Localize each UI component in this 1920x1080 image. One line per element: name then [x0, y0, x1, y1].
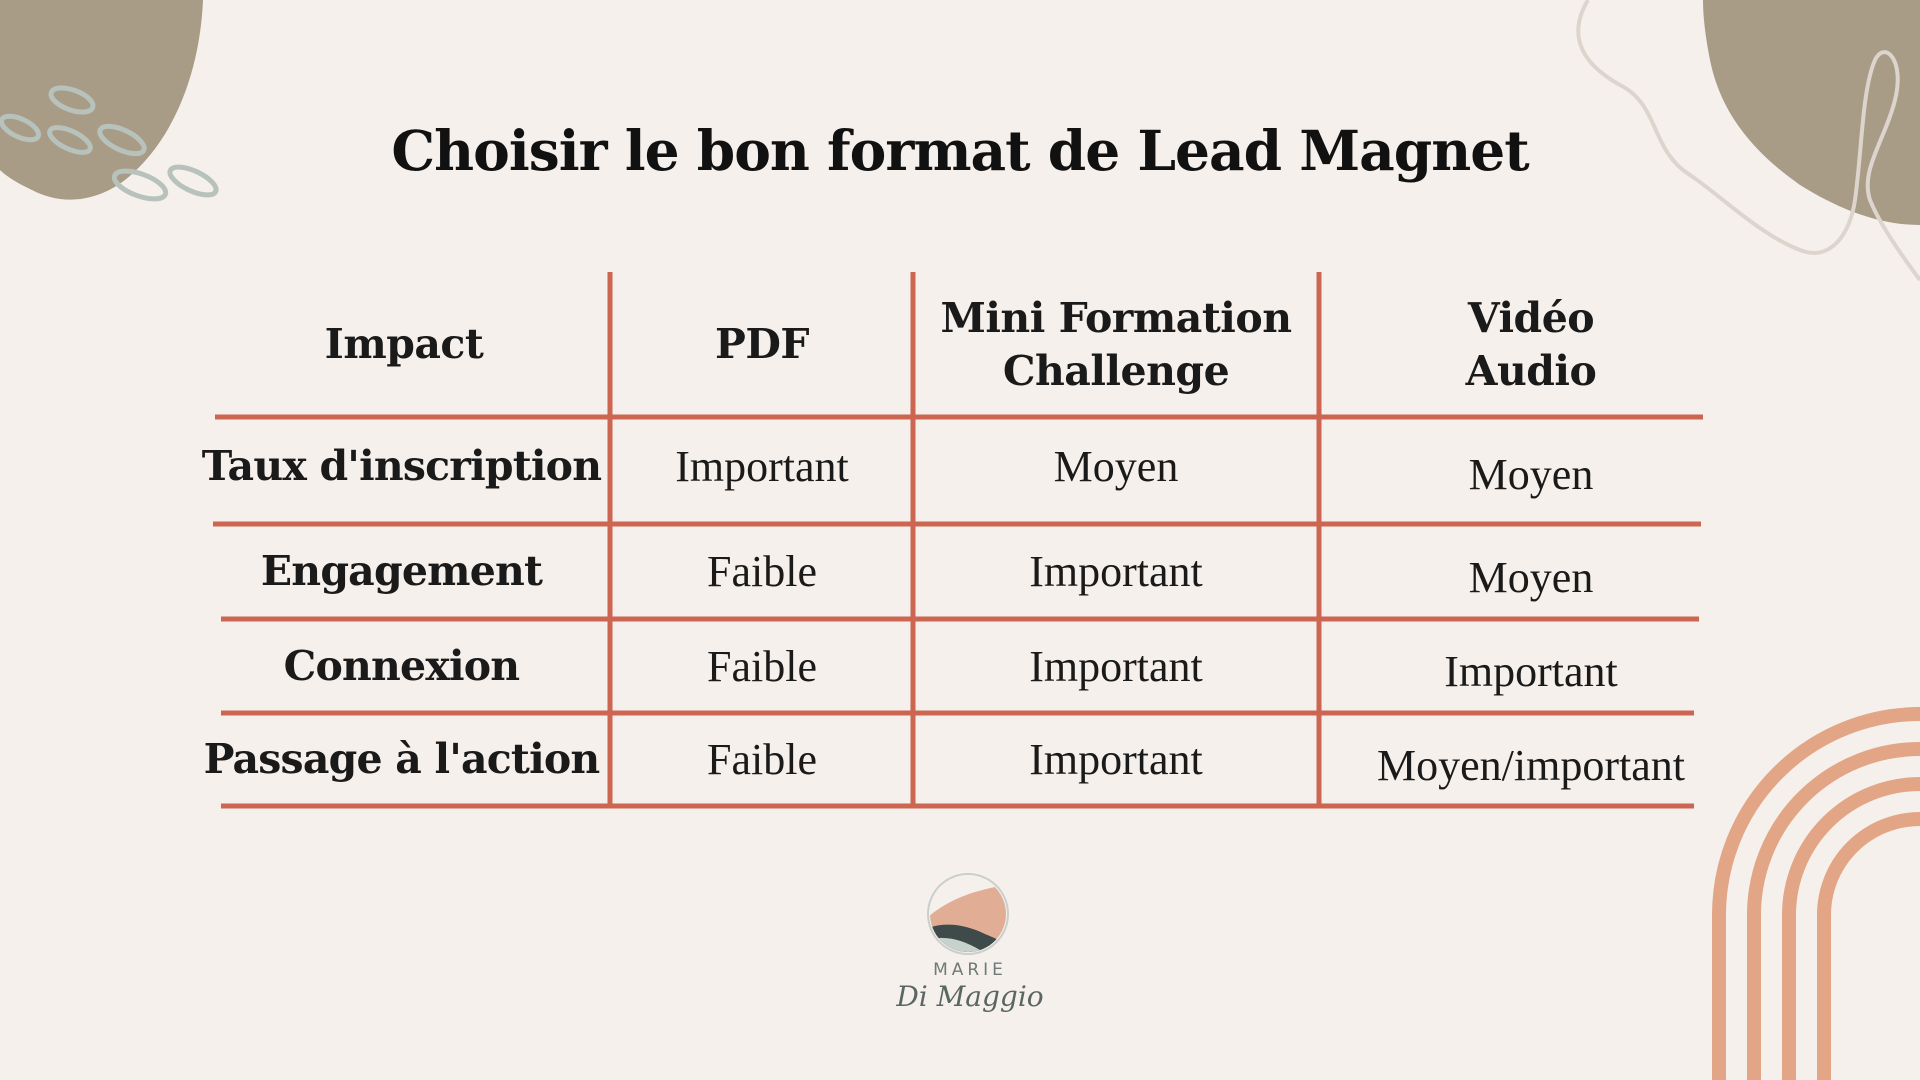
header-video-audio: Vidéo Audio: [1465, 293, 1597, 395]
cell-pdf-engagement: Faible: [707, 547, 817, 597]
page-title: Choisir le bon format de Lead Magnet: [391, 118, 1529, 183]
cell-video-engagement: Moyen: [1468, 553, 1594, 603]
header-mini-formation: Mini Formation Challenge: [940, 293, 1292, 395]
row-label-engagement: Engagement: [260, 547, 543, 596]
row-label-passage-action: Passage à l'action: [203, 735, 600, 784]
row-label-taux-inscription: Taux d'inscription: [201, 442, 602, 491]
cell-mini-formation-connexion: Important: [1029, 641, 1203, 691]
cell-mini-formation-taux-inscription: Moyen: [1053, 442, 1179, 492]
cell-pdf-taux-inscription: Important: [675, 442, 849, 492]
logo-mark-icon: [890, 872, 1050, 962]
logo-first-name: MARIE: [933, 960, 1007, 980]
cell-pdf-connexion: Faible: [707, 641, 817, 691]
header-pdf: PDF: [715, 320, 809, 369]
cell-pdf-passage-action: Faible: [707, 735, 817, 785]
cell-video-connexion: Important: [1444, 646, 1618, 696]
logo-last-name: Di Maggio: [896, 980, 1044, 1013]
header-impact: Impact: [324, 320, 484, 369]
cell-video-passage-action: Moyen/important: [1377, 741, 1685, 791]
cell-mini-formation-engagement: Important: [1029, 547, 1203, 597]
brand-logo: [890, 872, 1050, 1022]
cell-video-taux-inscription: Moyen: [1468, 450, 1594, 500]
cell-mini-formation-passage-action: Important: [1029, 735, 1203, 785]
row-label-connexion: Connexion: [283, 641, 520, 690]
